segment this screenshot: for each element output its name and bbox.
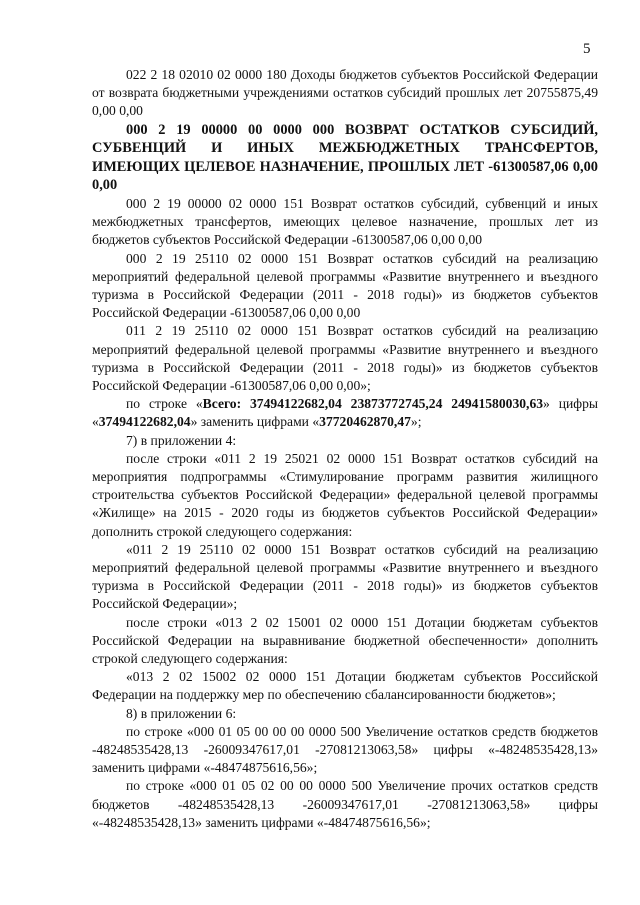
paragraph xyxy=(92,723,598,778)
document-body xyxy=(92,66,598,832)
text-segment: 8) в приложении 6: xyxy=(126,705,237,721)
text-segment: 011 2 19 25110 02 0000 151 Возврат остатков субсидий на реализацию мероприятий федеральной целевой программы «Развитие внутреннего и въездного туризма в Российской Федерации (2011 - 2018 годы)» из бюджетов субъектов Российской Федерации -61300587,06 0,00 0,00»; xyxy=(92,323,598,394)
paragraph xyxy=(92,322,598,395)
paragraph xyxy=(92,195,598,250)
paragraph xyxy=(92,450,598,541)
paragraph xyxy=(92,541,598,614)
bold-text-segment: 37720462870,47 xyxy=(319,414,411,430)
text-segment: 022 2 18 02010 02 0000 180 Доходы бюджетов субъектов Российской Федерации от возврата бюджетными учреждениями остатков субсидий прошлых лет 20755875,49 0,00 0,00 xyxy=(92,67,598,119)
text-segment: 000 2 19 00000 02 0000 151 Возврат остатков субсидий, субвенций и иных межбюджетных трансфертов, имеющих целевое назначение, прошлых лет из бюджетов субъектов Российской Федерации -61300587,06 0,00 0,00 xyxy=(92,195,598,248)
paragraph xyxy=(92,121,598,195)
paragraph xyxy=(92,66,598,121)
text-segment: «013 2 02 15002 02 0000 151 Дотации бюджетам субъектов Российской Федерации на поддержку мер по обеспечению сбалансированности бюджетов»; xyxy=(92,669,598,703)
paragraph xyxy=(92,250,598,323)
text-segment: » заменить цифрами « xyxy=(190,414,320,430)
text-segment: после строки «013 2 02 15001 02 0000 151 Дотации бюджетам субъектов Российской Федерации на выравнивание бюджетной обеспеченности» дополнить строкой следующего содержания: xyxy=(92,614,598,667)
paragraph xyxy=(92,614,598,669)
text-segment: 000 2 19 25110 02 0000 151 Возврат остатков субсидий на реализацию мероприятий федеральной целевой программы «Развитие внутреннего и въездного туризма в Российской Федерации (2011 - 2018 годы)» из бюджетов субъектов Российской Федерации -61300587,06 0,00 0,00 xyxy=(92,250,598,321)
paragraph xyxy=(92,395,598,431)
paragraph xyxy=(92,705,598,723)
bold-text-segment: 37494122682,04 xyxy=(98,414,191,430)
text-segment: 7) в приложении 4: xyxy=(126,432,237,448)
paragraph xyxy=(92,432,598,450)
text-segment: по строке « xyxy=(126,396,203,412)
text-segment: »; xyxy=(410,414,422,430)
text-segment: по строке «000 01 05 02 00 00 0000 500 Увеличение прочих остатков средств бюджетов -48248535428,13 -26009347617,01 -27081213063,58» цифры «-48248535428,13» заменить цифрами «-48474875616,56»; xyxy=(92,778,598,830)
text-segment: «011 2 19 25110 02 0000 151 Возврат остатков субсидий на реализацию мероприятий федеральной целевой программы «Развитие внутреннего и въездного туризма в Российской Федерации (2011 - 2018 годы)» из бюджетов субъектов Российской Федерации»; xyxy=(92,541,598,612)
bold-text-segment: Всего: 37494122682,04 23873772745,24 24941580030,63 xyxy=(202,396,544,412)
paragraph xyxy=(92,777,598,832)
bold-text-segment: 000 2 19 00000 00 0000 000 ВОЗВРАТ ОСТАТКОВ СУБСИДИЙ, СУБВЕНЦИЙ И ИНЫХ МЕЖБЮДЖЕТНЫХ ТРАНСФЕРТОВ, ИМЕЮЩИХ ЦЕЛЕВОЕ НАЗНАЧЕНИЕ, ПРОШЛЫХ ЛЕТ -61300587,06 0,00 0,00 xyxy=(92,121,598,194)
text-segment: по строке «000 01 05 00 00 00 0000 500 Увеличение остатков средств бюджетов -48248535428,13 -26009347617,01 -27081213063,58» цифры «-48248535428,13» заменить цифрами «-48474875616,56»; xyxy=(92,723,598,776)
text-segment: » цифры « xyxy=(92,396,599,430)
paragraph xyxy=(92,668,598,704)
text-segment: после строки «011 2 19 25021 02 0000 151 Возврат остатков субсидий на мероприятия подпрограммы «Стимулирование программ развития жилищного строительства субъектов Российской Федерации» федеральной целевой программы «Жилище» на 2015 - 2020 годы из бюджетов субъектов Российской Федерации» дополнить строкой следующего содержания: xyxy=(92,450,598,539)
page-number: 5 xyxy=(583,41,591,57)
